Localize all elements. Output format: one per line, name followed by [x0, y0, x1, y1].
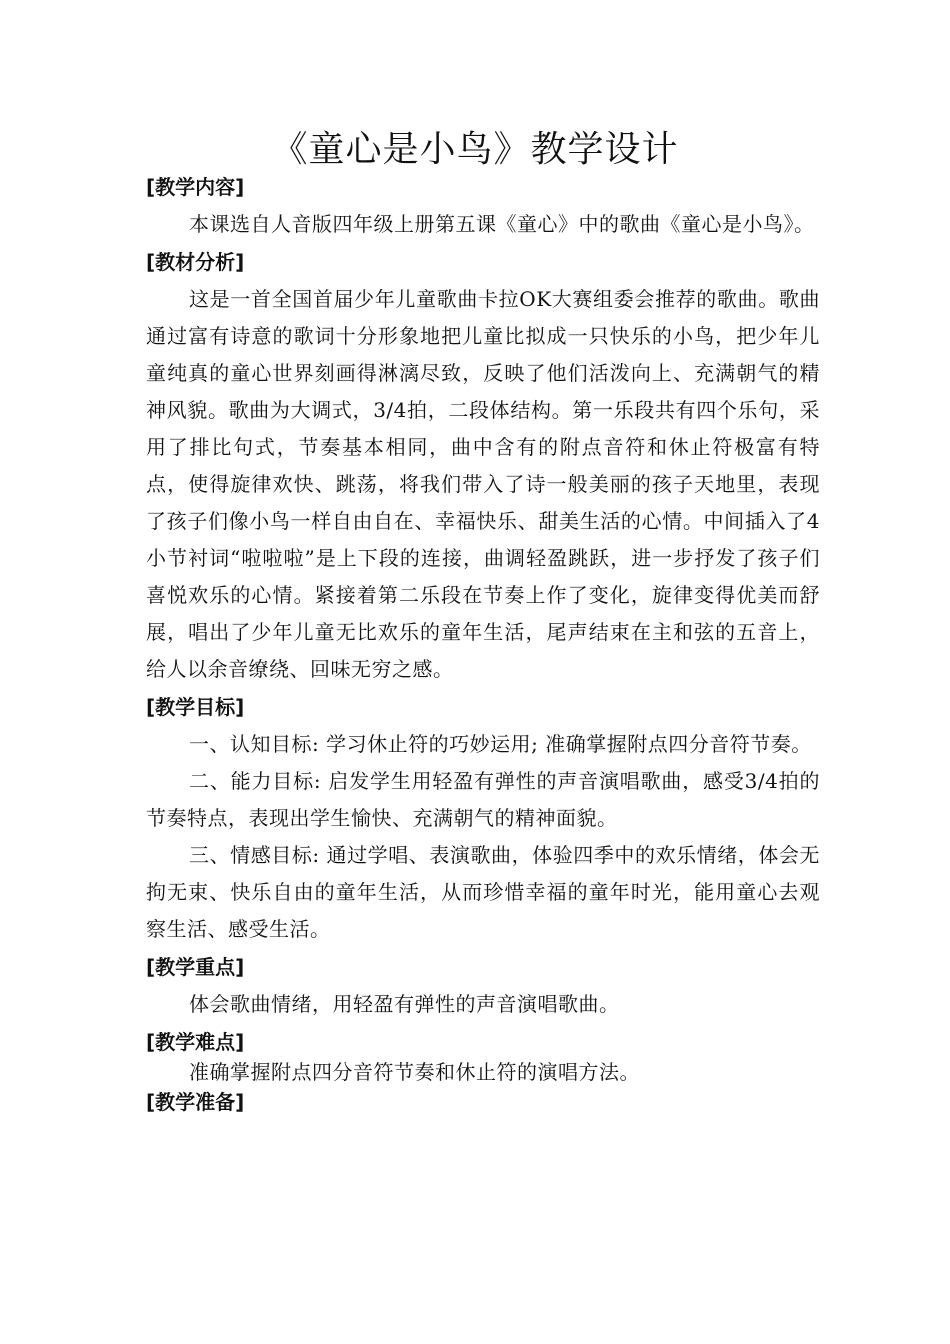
objective-item-cognitive: 一、认知目标: 学习休止符的巧妙运用; 准确掌握附点四分音符节奏。 [189, 732, 812, 756]
section-heading-objectives: [教学目标] [146, 695, 245, 719]
section-heading-key-points: [教学重点] [146, 955, 245, 979]
section-heading-content: [教学内容] [146, 175, 245, 199]
section-heading-difficulties: [教学难点] [146, 1030, 245, 1054]
document-body [146, 168, 820, 1117]
section-paragraph-difficulties: 准确掌握附点四分音符节奏和休止符的演唱方法。 [189, 1060, 640, 1084]
section-heading-analysis: [教材分析] [146, 250, 245, 274]
section-paragraph-content: 本课选自人音版四年级上册第五课《童心》中的歌曲《童心是小鸟》。 [189, 212, 815, 236]
page-title: 《童心是小鸟》教学设计 [271, 129, 679, 170]
section-heading-preparation: [教学准备] [146, 1090, 245, 1114]
section-paragraph-analysis: 这是一首全国首届少年儿童歌曲卡拉OK大赛组委会推荐的歌曲。歌曲通过富有诗意的歌词十分形象地把儿童比拟成一只快乐的小鸟，把少年儿童纯真的童心世界刻画得淋漓尽致，反映了他们活泼向上、充满朝气的精神风貌。歌曲为大调式，3/4拍，二段体结构。第一乐段共有四个乐句，采用了排比句式，节奏基本相同，曲中含有的附点音符和休止符极富有特点，使得旋律欢快、跳荡，将我们带入了诗一般美丽的孩子天地里，表现了孩子们像小鸟一样自由自在、幸福快乐、甜美生活的心情。中间插入了4小节衬词“啦啦啦”是上下段的连接，曲调轻盈跳跃，进一步抒发了孩子们喜悦欢乐的心情。紧接着第二乐段在节奏上作了变化，旋律变得优美而舒展，唱出了少年儿童无比欢乐的童年生活，尾声结束在主和弦的五音上，给人以余音缭绕、回味无穷之感。 [146, 287, 820, 681]
section-paragraph-key-points: 体会歌曲情绪，用轻盈有弹性的声音演唱歌曲。 [189, 992, 620, 1016]
objective-item-emotion: 三、情感目标: 通过学唱、表演歌曲，体验四季中的欢乐情绪，体会无拘无束、快乐自由的童年生活，从而珍惜幸福的童年时光，能用童心去观察生活、感受生活。 [146, 843, 820, 941]
objective-item-ability: 二、能力目标: 启发学生用轻盈有弹性的声音演唱歌曲，感受3/4拍的节奏特点，表现出学生愉快、充满朝气的精神面貌。 [146, 769, 820, 830]
